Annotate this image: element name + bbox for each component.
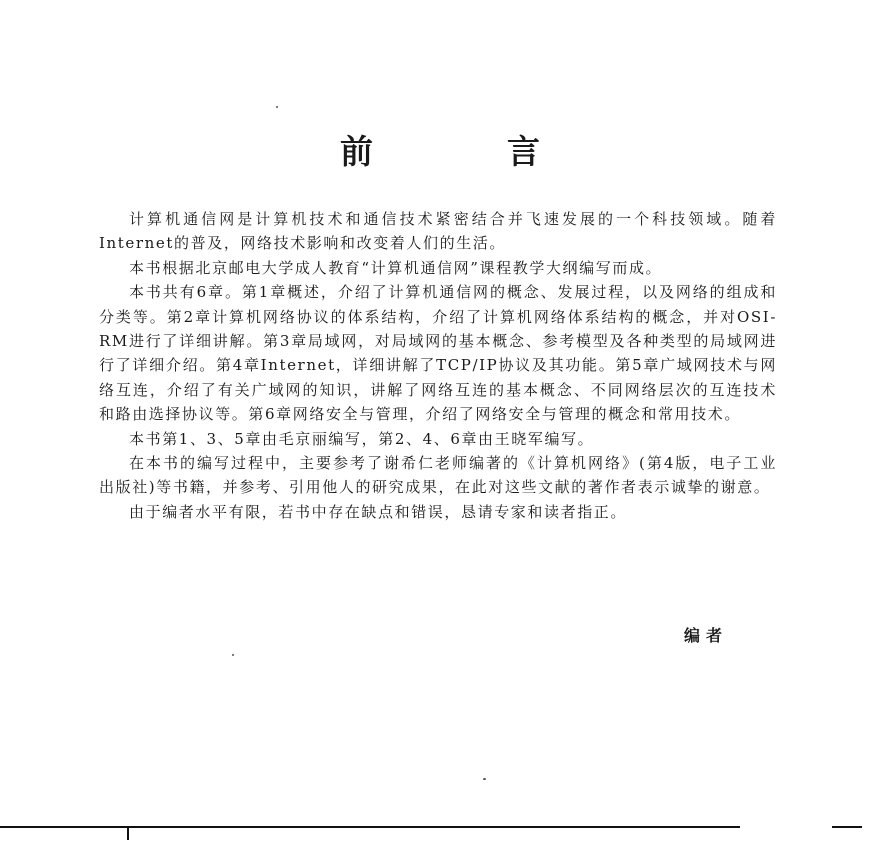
scan-speck: [232, 654, 234, 656]
paragraph-references: 在本书的编写过程中，主要参考了谢希仁老师编著的《计算机网络》(第4版，电子工业出版社)等书籍，并参考、引用他人的研究成果，在此对这些文献的著作者表示诚挚的谢意。: [99, 454, 777, 497]
paragraph-authors: 本书第1、3、5章由毛京丽编写，第2、4、6章由王晓军编写。: [129, 429, 595, 448]
title-char-2: 言: [507, 132, 540, 171]
bottom-scan-tick: [127, 826, 129, 840]
title-char-1: 前: [340, 132, 373, 171]
paragraph-basis: 本书根据北京邮电大学成人教育“计算机通信网”课程教学大纲编写而成。: [129, 258, 663, 277]
signature: 编者: [684, 626, 729, 645]
bottom-scan-rule: [0, 826, 740, 828]
paragraph-intro: 计算机通信网是计算机技术和通信技术紧密结合并飞速发展的一个科技领域。随着Internet的普及，网络技术影响和改变着人们的生活。: [99, 210, 777, 253]
preface-body: [99, 207, 777, 524]
scan-speck: [483, 778, 486, 780]
paragraph-chapters: 本书共有6章。第1章概述，介绍了计算机通信网的概念、发展过程，以及网络的组成和分类等。第2章计算机网络协议的体系结构，介绍了计算机网络体系结构的概念，并对OSI-RM进行了详细讲解。第3章局域网，对局域网的基本概念、参考模型及各种类型的局域网进行了详细介绍。第4章Internet，详细讲解了TCP/IP协议及其功能。第5章广域网技术与网络互连，介绍了有关广域网的知识，讲解了网络互连的基本概念、不同网络层次的互连技术和路由选择协议等。第6章网络安全与管理，介绍了网络安全与管理的概念和常用技术。: [99, 283, 777, 424]
paragraph-closing: 由于编者水平有限，若书中存在缺点和错误，恳请专家和读者指正。: [129, 502, 628, 521]
scan-speck: [276, 106, 278, 108]
bottom-scan-rule-right: [832, 826, 862, 828]
page-title: [340, 132, 540, 172]
